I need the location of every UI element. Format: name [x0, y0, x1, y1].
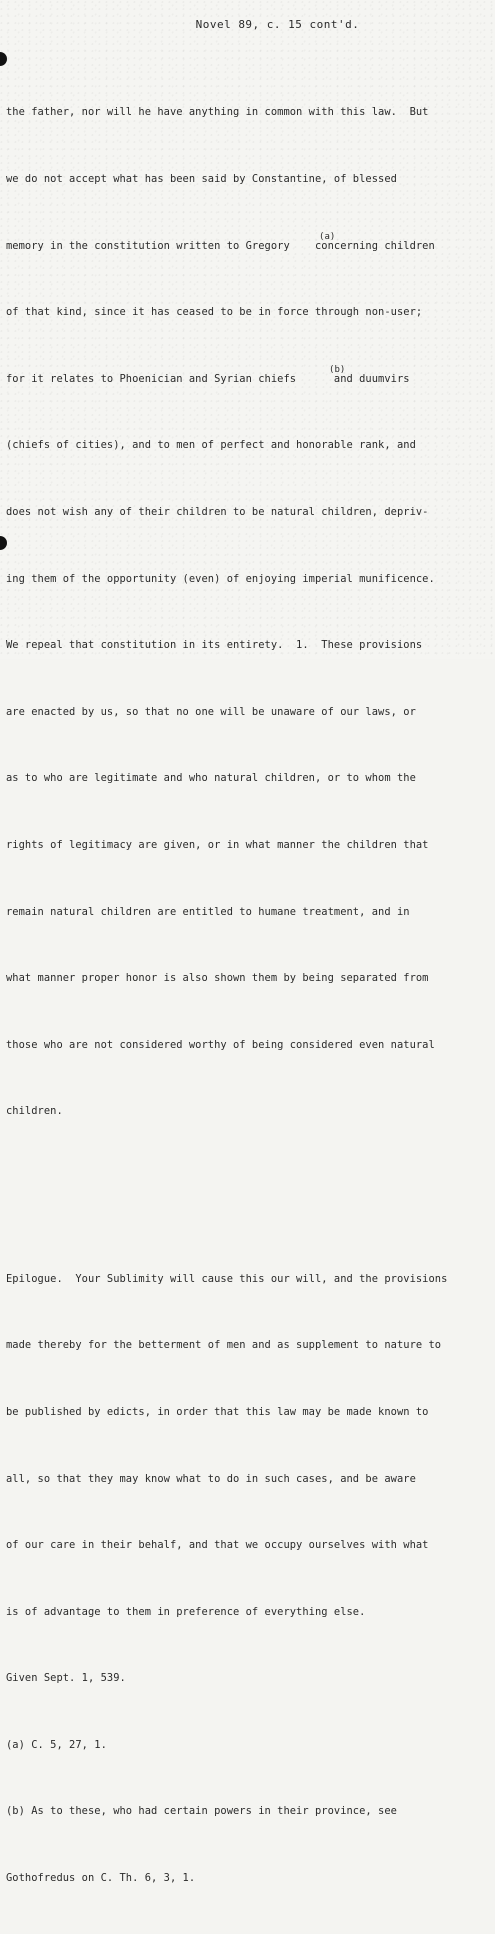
text-line: the father, nor will he have anything in common with this law. But	[6, 106, 429, 119]
epilogue-line: made thereby for the betterment of men and as supplement to nature to	[6, 1339, 442, 1352]
text-line: ing them of the opportunity (even) of enjoying imperial munificence.	[6, 572, 435, 585]
text-line-with-footnote-a: (a) memory in the constitution written to Gregory concerning children	[6, 235, 490, 257]
text-line: children.	[6, 1105, 63, 1118]
epilogue-line: Epilogue. Your Sublimity will cause this our will, and the provisions	[6, 1272, 448, 1285]
footnote-marker-b: (b)	[329, 364, 346, 375]
footnote-b: (b) As to these, who had certain powers in their province, see	[6, 1805, 397, 1818]
footnote-b-continued: Gothofredus on C. Th. 6, 3, 1.	[6, 1872, 196, 1885]
text-line: are enacted by us, so that no one will be unaware of our laws, or	[6, 705, 416, 718]
document-body	[6, 57, 490, 1934]
text-line: of that kind, since it has ceased to be in force through non-user;	[6, 306, 423, 319]
text-line: We repeal that constitution in its entirety. 1. These provisions	[6, 639, 423, 652]
epilogue-line: is of advantage to them in preference of everything else.	[6, 1605, 366, 1618]
text-line: (chiefs of cities), and to men of perfect and honorable rank, and	[6, 439, 416, 452]
text-line-with-footnote-b: (b) for it relates to Phoenician and Syrian chiefs and duumvirs	[6, 368, 490, 390]
text-line: what manner proper honor is also shown them by being separated from	[6, 972, 429, 985]
page-header: Novel 89, c. 15 cont'd.	[195, 18, 360, 31]
epilogue-line: all, so that they may know what to do in such cases, and be aware	[6, 1472, 416, 1485]
text-line: rights of legitimacy are given, or in what manner the children that	[6, 838, 429, 851]
text-line: does not wish any of their children to be natural children, depriv-	[6, 505, 429, 518]
text-line: as to who are legitimate and who natural children, or to whom the	[6, 772, 416, 785]
footnote-a: (a) C. 5, 27, 1.	[6, 1738, 107, 1751]
footnote-marker-a: (a)	[319, 231, 336, 242]
text-line: we do not accept what has been said by Constantine, of blessed	[6, 173, 397, 185]
paragraph-gap	[6, 1189, 490, 1201]
text-line: those who are not considered worthy of being considered even natural	[6, 1038, 435, 1051]
text-line: remain natural children are entitled to humane treatment, and in	[6, 905, 410, 918]
epilogue-line: of our care in their behalf, and that we occupy ourselves with what	[6, 1539, 429, 1552]
date-line: Given Sept. 1, 539.	[6, 1672, 126, 1685]
epilogue-line: be published by edicts, in order that this law may be made known to	[6, 1405, 429, 1418]
